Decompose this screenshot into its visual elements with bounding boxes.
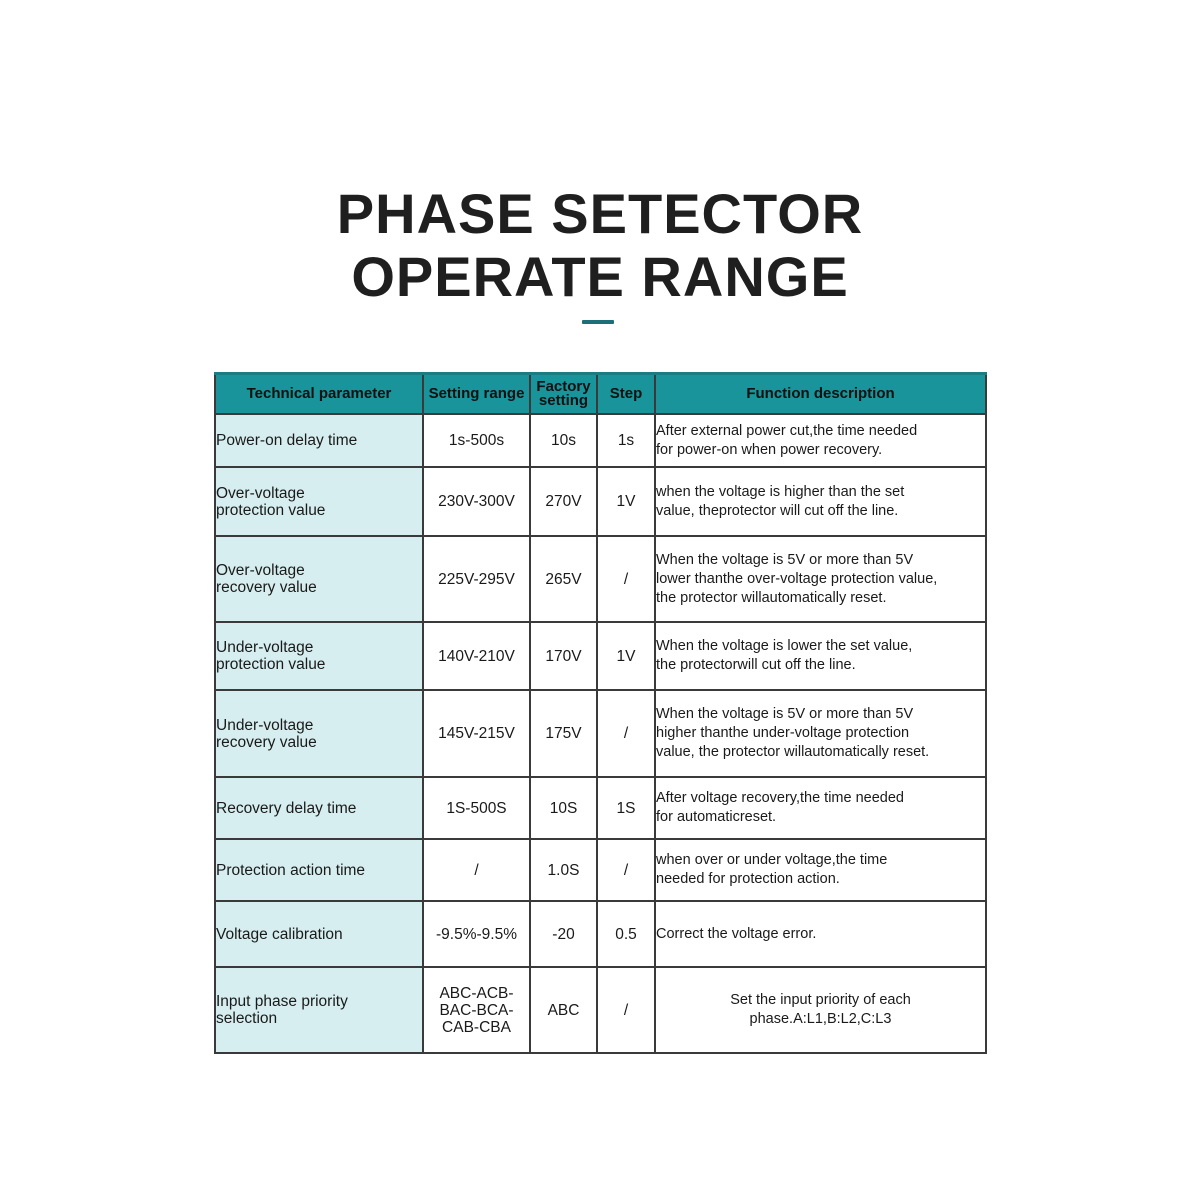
setting-range-cell: 230V-300V (423, 467, 530, 536)
table-row (215, 839, 986, 901)
description-cell: when over or under voltage,the time needed for protection action. (655, 839, 986, 901)
table-header-row (215, 374, 986, 415)
parameter-cell: Recovery delay time (215, 777, 423, 839)
setting-range-cell: 225V-295V (423, 536, 530, 622)
step-cell: 0.5 (597, 901, 655, 967)
parameter-cell: Protection action time (215, 839, 423, 901)
description-cell: Correct the voltage error. (655, 901, 986, 967)
setting-range-cell: ABC-ACB- BAC-BCA- CAB-CBA (423, 967, 530, 1053)
table-row (215, 536, 986, 622)
setting-range-cell: 1S-500S (423, 777, 530, 839)
step-cell: 1S (597, 777, 655, 839)
table-row (215, 414, 986, 467)
factory-setting-cell: 265V (530, 536, 597, 622)
factory-setting-cell: 175V (530, 690, 597, 777)
operate-range-table (214, 372, 987, 1054)
parameter-cell: Input phase priority selection (215, 967, 423, 1053)
description-cell: After external power cut,the time needed for power-on when power recovery. (655, 414, 986, 467)
table-row (215, 901, 986, 967)
step-cell: 1V (597, 467, 655, 536)
header-technical-parameter: Technical parameter (215, 374, 423, 415)
parameter-cell: Power-on delay time (215, 414, 423, 467)
description-cell: when the voltage is higher than the set value, theprotector will cut off the line. (655, 467, 986, 536)
step-cell: / (597, 967, 655, 1053)
title-accent-bar (582, 320, 614, 324)
header-function-description: Function description (655, 374, 986, 415)
table-row (215, 467, 986, 536)
description-cell: When the voltage is lower the set value, the protectorwill cut off the line. (655, 622, 986, 690)
factory-setting-cell: 170V (530, 622, 597, 690)
setting-range-cell: 140V-210V (423, 622, 530, 690)
step-cell: 1V (597, 622, 655, 690)
parameter-cell: Over-voltage protection value (215, 467, 423, 536)
header-setting-range: Setting range (423, 374, 530, 415)
setting-range-cell: 1s-500s (423, 414, 530, 467)
description-cell: After voltage recovery,the time needed for automaticreset. (655, 777, 986, 839)
table-row (215, 690, 986, 777)
description-cell: When the voltage is 5V or more than 5V lower thanthe over-voltage protection value, the protector willautomatically reset. (655, 536, 986, 622)
parameter-cell: Voltage calibration (215, 901, 423, 967)
header-factory-setting: Factory setting (530, 374, 597, 415)
factory-setting-cell: 10s (530, 414, 597, 467)
step-cell: / (597, 536, 655, 622)
page-title-line-1: PHASE SETECTOR (336, 182, 864, 245)
description-cell: When the voltage is 5V or more than 5V higher thanthe under-voltage protection value, the protector willautomatically reset. (655, 690, 986, 777)
factory-setting-cell: ABC (530, 967, 597, 1053)
setting-range-cell: -9.5%-9.5% (423, 901, 530, 967)
table-row (215, 777, 986, 839)
step-cell: / (597, 690, 655, 777)
description-cell: Set the input priority of each phase.A:L1,B:L2,C:L3 (655, 967, 986, 1053)
setting-range-cell: 145V-215V (423, 690, 530, 777)
step-cell: 1s (597, 414, 655, 467)
setting-range-cell: / (423, 839, 530, 901)
table-row (215, 622, 986, 690)
parameter-cell: Over-voltage recovery value (215, 536, 423, 622)
factory-setting-cell: -20 (530, 901, 597, 967)
parameter-cell: Under-voltage recovery value (215, 690, 423, 777)
factory-setting-cell: 10S (530, 777, 597, 839)
step-cell: / (597, 839, 655, 901)
parameter-cell: Under-voltage protection value (215, 622, 423, 690)
page-title-line-2: OPERATE RANGE (351, 245, 849, 308)
factory-setting-cell: 1.0S (530, 839, 597, 901)
header-step: Step (597, 374, 655, 415)
factory-setting-cell: 270V (530, 467, 597, 536)
table-row (215, 967, 986, 1053)
